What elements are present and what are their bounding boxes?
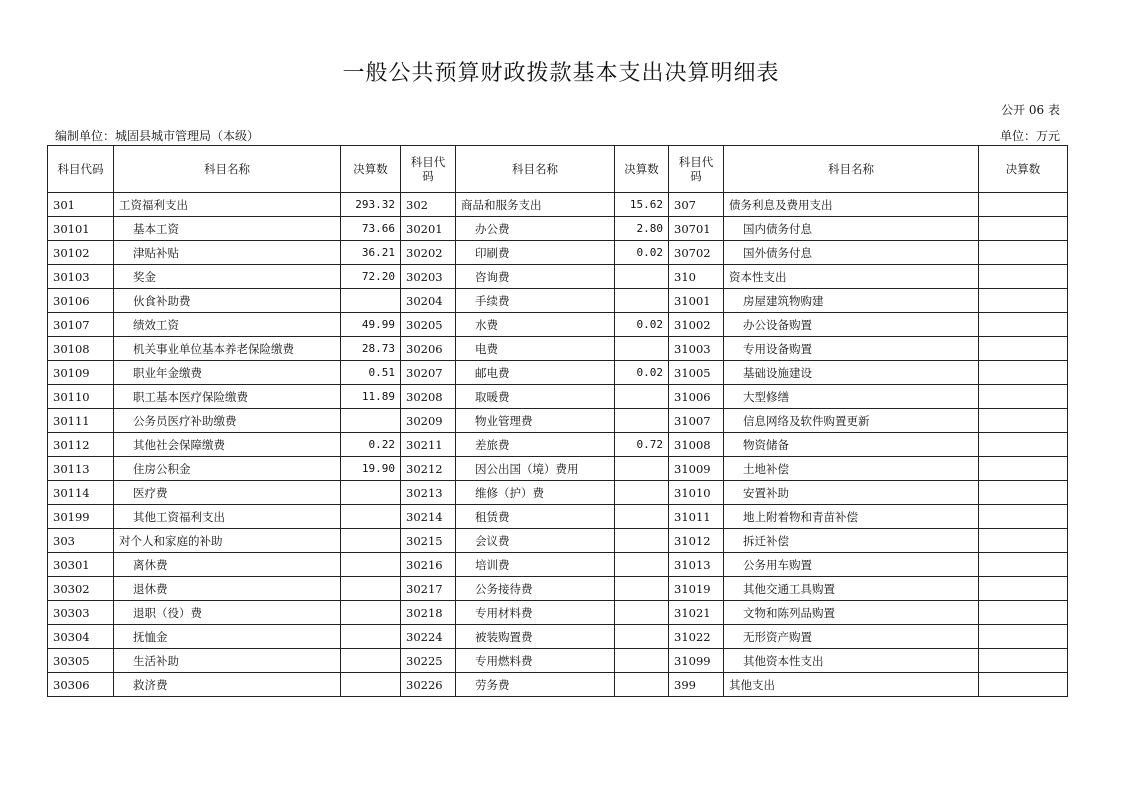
- amount-cell: [979, 505, 1068, 529]
- table-row: [48, 529, 1068, 553]
- subject-code-cell: 30199: [48, 505, 114, 529]
- amount-cell: 0.72: [615, 433, 669, 457]
- amount-cell: 11.89: [341, 385, 401, 409]
- subject-code-cell: 30108: [48, 337, 114, 361]
- subject-code-cell: 30113: [48, 457, 114, 481]
- subject-name-cell: 伙食补助费: [114, 289, 341, 313]
- amount-cell: [979, 313, 1068, 337]
- subject-name-cell: 住房公积金: [114, 457, 341, 481]
- subject-code-cell: 31010: [669, 481, 724, 505]
- amount-cell: [979, 217, 1068, 241]
- amount-cell: [341, 625, 401, 649]
- amount-cell: [979, 625, 1068, 649]
- amount-cell: [615, 265, 669, 289]
- table-row: [48, 577, 1068, 601]
- header-cell: 科目名称: [114, 146, 341, 193]
- subject-name-cell: 基础设施建设: [724, 361, 979, 385]
- subject-code-cell: 30301: [48, 553, 114, 577]
- amount-cell: [615, 505, 669, 529]
- subject-name-cell: 水费: [456, 313, 615, 337]
- table-row: [48, 673, 1068, 697]
- amount-cell: [615, 601, 669, 625]
- subject-name-cell: 其他资本性支出: [724, 649, 979, 673]
- amount-cell: [615, 385, 669, 409]
- subject-name-cell: 办公设备购置: [724, 313, 979, 337]
- subject-name-cell: 商品和服务支出: [456, 193, 615, 217]
- subject-code-cell: 30304: [48, 625, 114, 649]
- amount-cell: [615, 553, 669, 577]
- amount-cell: 0.51: [341, 361, 401, 385]
- subject-name-cell: 对个人和家庭的补助: [114, 529, 341, 553]
- table-row: [48, 625, 1068, 649]
- subject-name-cell: 信息网络及软件购置更新: [724, 409, 979, 433]
- subject-code-cell: 30111: [48, 409, 114, 433]
- subject-code-cell: 30206: [401, 337, 456, 361]
- subject-name-cell: 被装购置费: [456, 625, 615, 649]
- amount-cell: [615, 625, 669, 649]
- subject-code-cell: 302: [401, 193, 456, 217]
- subject-name-cell: 国内债务付息: [724, 217, 979, 241]
- amount-cell: [979, 289, 1068, 313]
- subject-name-cell: 生活补助: [114, 649, 341, 673]
- amount-cell: [341, 553, 401, 577]
- subject-code-cell: 30106: [48, 289, 114, 313]
- subject-name-cell: 职业年金缴费: [114, 361, 341, 385]
- subject-name-cell: 公务用车购置: [724, 553, 979, 577]
- amount-cell: [341, 673, 401, 697]
- subject-code-cell: 30212: [401, 457, 456, 481]
- reporting-unit: 编制单位：城固县城市管理局（本级）: [55, 129, 260, 143]
- subject-code-cell: 30305: [48, 649, 114, 673]
- subject-code-cell: 30224: [401, 625, 456, 649]
- amount-cell: [979, 385, 1068, 409]
- header-cell: 决算数: [979, 146, 1068, 193]
- subject-name-cell: 维修（护）费: [456, 481, 615, 505]
- subject-code-cell: 310: [669, 265, 724, 289]
- table-row: [48, 409, 1068, 433]
- header-cell: 科目名称: [456, 146, 615, 193]
- header-cell: 科目名称: [724, 146, 979, 193]
- subject-code-cell: 30216: [401, 553, 456, 577]
- subject-name-cell: 退休费: [114, 577, 341, 601]
- subject-name-cell: 租赁费: [456, 505, 615, 529]
- amount-cell: 72.20: [341, 265, 401, 289]
- table-row: [48, 601, 1068, 625]
- subject-name-cell: 其他交通工具购置: [724, 577, 979, 601]
- subject-code-cell: 31006: [669, 385, 724, 409]
- amount-cell: [341, 649, 401, 673]
- subject-code-cell: 30213: [401, 481, 456, 505]
- amount-cell: [979, 601, 1068, 625]
- subject-code-cell: 31011: [669, 505, 724, 529]
- subject-code-cell: 30302: [48, 577, 114, 601]
- table-row: [48, 649, 1068, 673]
- subject-code-cell: 31021: [669, 601, 724, 625]
- amount-cell: [979, 577, 1068, 601]
- subject-name-cell: 绩效工资: [114, 313, 341, 337]
- header-cell: 决算数: [615, 146, 669, 193]
- table-row: [48, 505, 1068, 529]
- amount-cell: 293.32: [341, 193, 401, 217]
- amount-cell: [615, 649, 669, 673]
- subject-code-cell: 30303: [48, 601, 114, 625]
- amount-cell: [979, 409, 1068, 433]
- subject-name-cell: 津贴补贴: [114, 241, 341, 265]
- subject-name-cell: 无形资产购置: [724, 625, 979, 649]
- table-row: [48, 337, 1068, 361]
- amount-cell: [979, 265, 1068, 289]
- subject-code-cell: 30201: [401, 217, 456, 241]
- amount-cell: [979, 457, 1068, 481]
- amount-cell: [979, 241, 1068, 265]
- subject-name-cell: 机关事业单位基本养老保险缴费: [114, 337, 341, 361]
- header-row: [48, 146, 1068, 193]
- amount-cell: 0.02: [615, 361, 669, 385]
- subject-name-cell: 退职（役）费: [114, 601, 341, 625]
- subject-code-cell: 31099: [669, 649, 724, 673]
- subject-code-cell: 30211: [401, 433, 456, 457]
- subject-name-cell: 电费: [456, 337, 615, 361]
- subject-code-cell: 31008: [669, 433, 724, 457]
- form-number: 公开 06 表: [1001, 103, 1060, 117]
- amount-cell: 2.80: [615, 217, 669, 241]
- subject-code-cell: 30215: [401, 529, 456, 553]
- subject-name-cell: 国外债务付息: [724, 241, 979, 265]
- subject-code-cell: 31003: [669, 337, 724, 361]
- subject-code-cell: 303: [48, 529, 114, 553]
- subject-name-cell: 办公费: [456, 217, 615, 241]
- table-row: [48, 553, 1068, 577]
- subject-code-cell: 31012: [669, 529, 724, 553]
- amount-cell: [979, 361, 1068, 385]
- amount-cell: [979, 673, 1068, 697]
- subject-name-cell: 其他社会保障缴费: [114, 433, 341, 457]
- subject-code-cell: 30110: [48, 385, 114, 409]
- subject-name-cell: 物资储备: [724, 433, 979, 457]
- subject-name-cell: 地上附着物和青苗补偿: [724, 505, 979, 529]
- amount-cell: [615, 577, 669, 601]
- subject-code-cell: 30207: [401, 361, 456, 385]
- amount-cell: 0.22: [341, 433, 401, 457]
- subject-code-cell: 30217: [401, 577, 456, 601]
- amount-cell: [615, 481, 669, 505]
- amount-cell: [615, 529, 669, 553]
- subject-name-cell: 救济费: [114, 673, 341, 697]
- subject-name-cell: 培训费: [456, 553, 615, 577]
- subject-code-cell: 31009: [669, 457, 724, 481]
- amount-cell: [341, 577, 401, 601]
- amount-cell: 36.21: [341, 241, 401, 265]
- amount-cell: 73.66: [341, 217, 401, 241]
- subject-code-cell: 30218: [401, 601, 456, 625]
- table-row: [48, 385, 1068, 409]
- table-row: [48, 481, 1068, 505]
- subject-name-cell: 离休费: [114, 553, 341, 577]
- subject-code-cell: 30103: [48, 265, 114, 289]
- subject-code-cell: 30208: [401, 385, 456, 409]
- subject-code-cell: 30107: [48, 313, 114, 337]
- subject-code-cell: 307: [669, 193, 724, 217]
- amount-cell: [979, 337, 1068, 361]
- subject-name-cell: 安置补助: [724, 481, 979, 505]
- table-row: [48, 433, 1068, 457]
- amount-cell: [341, 601, 401, 625]
- subject-name-cell: 工资福利支出: [114, 193, 341, 217]
- table-row: [48, 361, 1068, 385]
- subject-name-cell: 邮电费: [456, 361, 615, 385]
- amount-cell: [615, 457, 669, 481]
- subject-code-cell: 30209: [401, 409, 456, 433]
- subject-name-cell: 因公出国（境）费用: [456, 457, 615, 481]
- subject-name-cell: 专用设备购置: [724, 337, 979, 361]
- subject-name-cell: 公务接待费: [456, 577, 615, 601]
- subject-name-cell: 基本工资: [114, 217, 341, 241]
- subject-code-cell: 30702: [669, 241, 724, 265]
- subject-name-cell: 咨询费: [456, 265, 615, 289]
- table-row: [48, 265, 1068, 289]
- subject-name-cell: 其他工资福利支出: [114, 505, 341, 529]
- subject-code-cell: 31022: [669, 625, 724, 649]
- subject-name-cell: 差旅费: [456, 433, 615, 457]
- page-title: 一般公共预算财政拨款基本支出决算明细表: [342, 61, 780, 86]
- subject-code-cell: 30701: [669, 217, 724, 241]
- subject-code-cell: 31013: [669, 553, 724, 577]
- subject-code-cell: 30306: [48, 673, 114, 697]
- subject-name-cell: 医疗费: [114, 481, 341, 505]
- amount-cell: [341, 409, 401, 433]
- subject-name-cell: 职工基本医疗保险缴费: [114, 385, 341, 409]
- amount-cell: 19.90: [341, 457, 401, 481]
- subject-name-cell: 物业管理费: [456, 409, 615, 433]
- amount-cell: 28.73: [341, 337, 401, 361]
- subject-code-cell: 30203: [401, 265, 456, 289]
- subject-code-cell: 30102: [48, 241, 114, 265]
- subject-name-cell: 取暖费: [456, 385, 615, 409]
- subject-name-cell: 文物和陈列品购置: [724, 601, 979, 625]
- subject-code-cell: 30101: [48, 217, 114, 241]
- amount-cell: [341, 505, 401, 529]
- subject-code-cell: 30225: [401, 649, 456, 673]
- subject-name-cell: 专用燃料费: [456, 649, 615, 673]
- amount-cell: 49.99: [341, 313, 401, 337]
- amount-cell: [979, 553, 1068, 577]
- subject-code-cell: 301: [48, 193, 114, 217]
- subject-code-cell: 31001: [669, 289, 724, 313]
- amount-cell: [979, 529, 1068, 553]
- table-row: [48, 313, 1068, 337]
- table-row: [48, 289, 1068, 313]
- amount-cell: 15.62: [615, 193, 669, 217]
- subject-code-cell: 30202: [401, 241, 456, 265]
- expenditure-table: [47, 145, 1068, 697]
- header-cell: 科目代码: [48, 146, 114, 193]
- subject-name-cell: 专用材料费: [456, 601, 615, 625]
- subject-name-cell: 劳务费: [456, 673, 615, 697]
- amount-cell: [979, 481, 1068, 505]
- header-cell: 科目代码: [669, 146, 724, 193]
- subject-name-cell: 拆迁补偿: [724, 529, 979, 553]
- amount-cell: 0.02: [615, 241, 669, 265]
- unit-line: [55, 127, 1060, 144]
- amount-cell: [615, 409, 669, 433]
- subject-name-cell: 印刷费: [456, 241, 615, 265]
- amount-cell: [615, 337, 669, 361]
- subject-code-cell: 31019: [669, 577, 724, 601]
- subject-name-cell: 其他支出: [724, 673, 979, 697]
- header-cell: 科目代码: [401, 146, 456, 193]
- subject-code-cell: 30112: [48, 433, 114, 457]
- subject-name-cell: 会议费: [456, 529, 615, 553]
- subject-code-cell: 31007: [669, 409, 724, 433]
- subject-name-cell: 资本性支出: [724, 265, 979, 289]
- amount-cell: [615, 289, 669, 313]
- amount-cell: [341, 289, 401, 313]
- amount-cell: [979, 193, 1068, 217]
- subject-name-cell: 抚恤金: [114, 625, 341, 649]
- subject-name-cell: 土地补偿: [724, 457, 979, 481]
- table-row: [48, 193, 1068, 217]
- subject-code-cell: 31005: [669, 361, 724, 385]
- amount-cell: [979, 433, 1068, 457]
- subject-code-cell: 30226: [401, 673, 456, 697]
- amount-cell: 0.02: [615, 313, 669, 337]
- subject-code-cell: 399: [669, 673, 724, 697]
- table-row: [48, 457, 1068, 481]
- subject-name-cell: 奖金: [114, 265, 341, 289]
- amount-cell: [615, 673, 669, 697]
- table-row: [48, 241, 1068, 265]
- currency-unit: 单位：万元: [999, 129, 1060, 143]
- amount-cell: [979, 649, 1068, 673]
- subject-code-cell: 30109: [48, 361, 114, 385]
- subject-name-cell: 手续费: [456, 289, 615, 313]
- subject-code-cell: 30214: [401, 505, 456, 529]
- subject-code-cell: 31002: [669, 313, 724, 337]
- table-row: [48, 217, 1068, 241]
- subject-name-cell: 房屋建筑物购建: [724, 289, 979, 313]
- subject-code-cell: 30204: [401, 289, 456, 313]
- subject-code-cell: 30114: [48, 481, 114, 505]
- subject-name-cell: 公务员医疗补助缴费: [114, 409, 341, 433]
- subject-code-cell: 30205: [401, 313, 456, 337]
- amount-cell: [341, 481, 401, 505]
- subject-name-cell: 大型修缮: [724, 385, 979, 409]
- subject-name-cell: 债务利息及费用支出: [724, 193, 979, 217]
- amount-cell: [341, 529, 401, 553]
- header-cell: 决算数: [341, 146, 401, 193]
